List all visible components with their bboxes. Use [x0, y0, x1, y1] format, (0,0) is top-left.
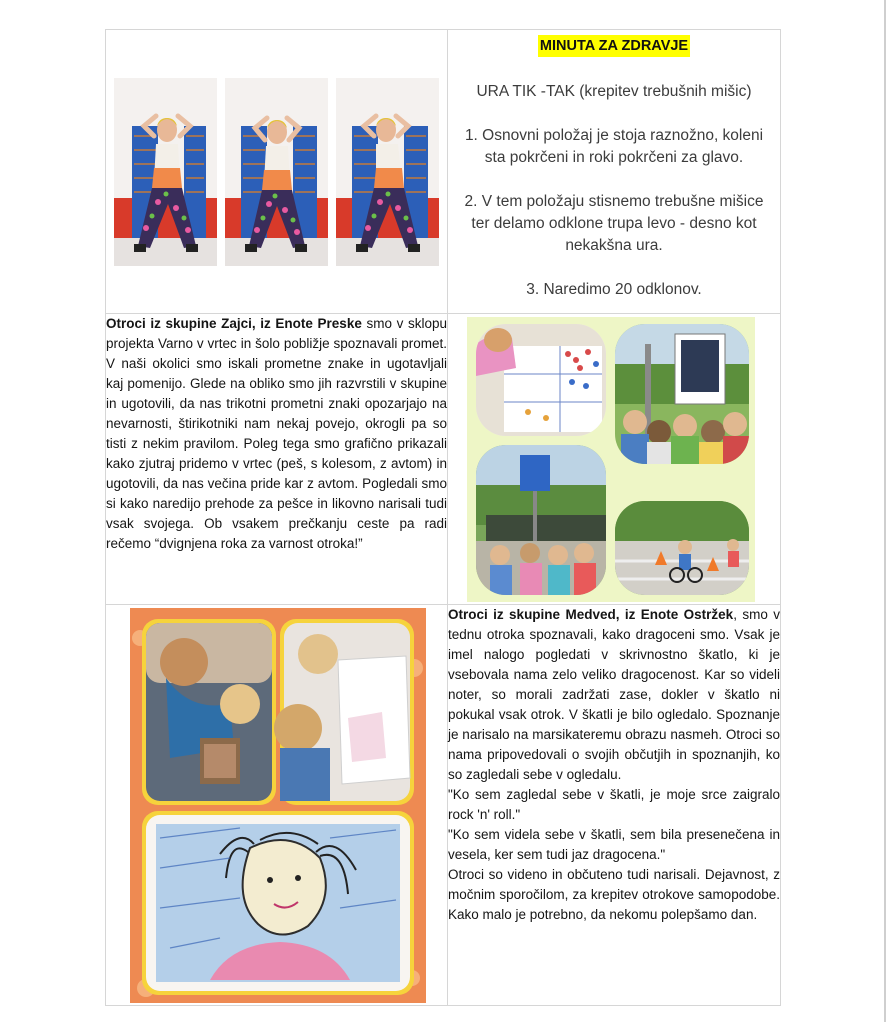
article-zajci-paragraph: [106, 314, 447, 554]
article-medved-closing: Otroci so videno in občuteno tudi narisali. Dejavnost, z močnim sporočilom, za krepitev otrokove samopodobe. Kako malo je potrebno, da nekomu polepšamo dan.: [448, 867, 780, 922]
exercise-photo: [336, 78, 439, 266]
traffic-collage-cell: [448, 314, 781, 605]
exercise-photo: [225, 78, 328, 266]
collage-photo-crosswalk-sign: [615, 324, 749, 464]
traffic-photo-collage: [467, 317, 755, 602]
article-medved-body: , smo v tednu otroka spoznavali, kako dragoceni smo. Vsak je imel nalogo pogledati v skrivnostno škatlo, ki je vsebovala nama zelo veliko dragocenost. Kar so videli noter, so morali zadržati zase, dokler v škatlo ni pokukal vsak otrok. V škatli je bilo ogledalo. Spoznanje je narisalo na marsikateremu obrazu nasmeh. Otroci so nama pripovedovali o svojih občutjih in spoznanjih, ko so zagledali sebe v ogledalu.: [448, 607, 780, 782]
health-step: 3. Naredimo 20 odklonov.: [526, 281, 702, 298]
health-title: MINUTA ZA ZDRAVJE: [538, 35, 690, 57]
child-quote: "Ko sem videla sebe v škatli, sem bila presenečena in vesela, ker sem tudi jaz dragocena.": [448, 827, 780, 862]
health-subtitle: URA TIK -TAK (krepitev trebušnih mišic): [476, 83, 752, 100]
exercise-photo-strip: [114, 78, 439, 266]
article-medved-lead: Otroci iz skupine Medved, iz Enote Ostržek: [448, 607, 734, 622]
exercise-photo: [114, 78, 217, 266]
exercise-photos-cell: [106, 30, 448, 314]
article-medved-paragraph: [448, 605, 780, 785]
health-step: 2. V tem položaju stisnemo trebušne mišice ter delamo odklone trupa levo - desno kot nekakšna ura.: [464, 193, 764, 254]
child-quote: "Ko sem zagledal sebe v škatli, je moje srce zaigralo rock 'n' roll.": [448, 787, 780, 822]
collage-photo-playground: [615, 501, 749, 595]
mirror-drawing-cell: [106, 605, 448, 1006]
newsletter-table: [105, 29, 781, 1006]
collage-photo-chart: [476, 324, 606, 436]
health-step: 1. Osnovni položaj je stoja raznožno, koleni sta pokrčeni in roki pokrčeni za glavo.: [464, 127, 764, 166]
article-zajci-lead: Otroci iz skupine Zajci, iz Enote Preske: [106, 316, 362, 331]
article-zajci-body: smo v sklopu projekta Varno v vrtec in šolo pobližje spoznavali promet. V naši okolici smo iskali prometne znake in ugotavljali kaj pomenijo. Glede na obliko smo jih razvrstili v skupine in ugotovili, da nas trikotni prometni znaki opozarjajo na nevarnosti, štirikotniki nam nekaj povejo, okrogli pa so tisti z nekim pravilom. Poleg tega smo grafično prikazali kako zjutraj pridemo v vrtec (peš, s kolesom, z avtom) in ugotovili, da nas večina pride kar z avtom. Pogledali smo si kako naredijo prehode za pešce in likovno narisali tudi vsak svojega. Ob vsakem prečkanju ceste pa radi rečemo “dvignjena roka za varnost otroka!”: [106, 316, 447, 551]
mirror-activity-collage: [130, 608, 426, 1003]
health-minute-cell: [448, 30, 781, 314]
article-zajci: [106, 314, 448, 605]
article-medved: [448, 605, 781, 1006]
collage-photo-road-walk: [476, 445, 606, 595]
